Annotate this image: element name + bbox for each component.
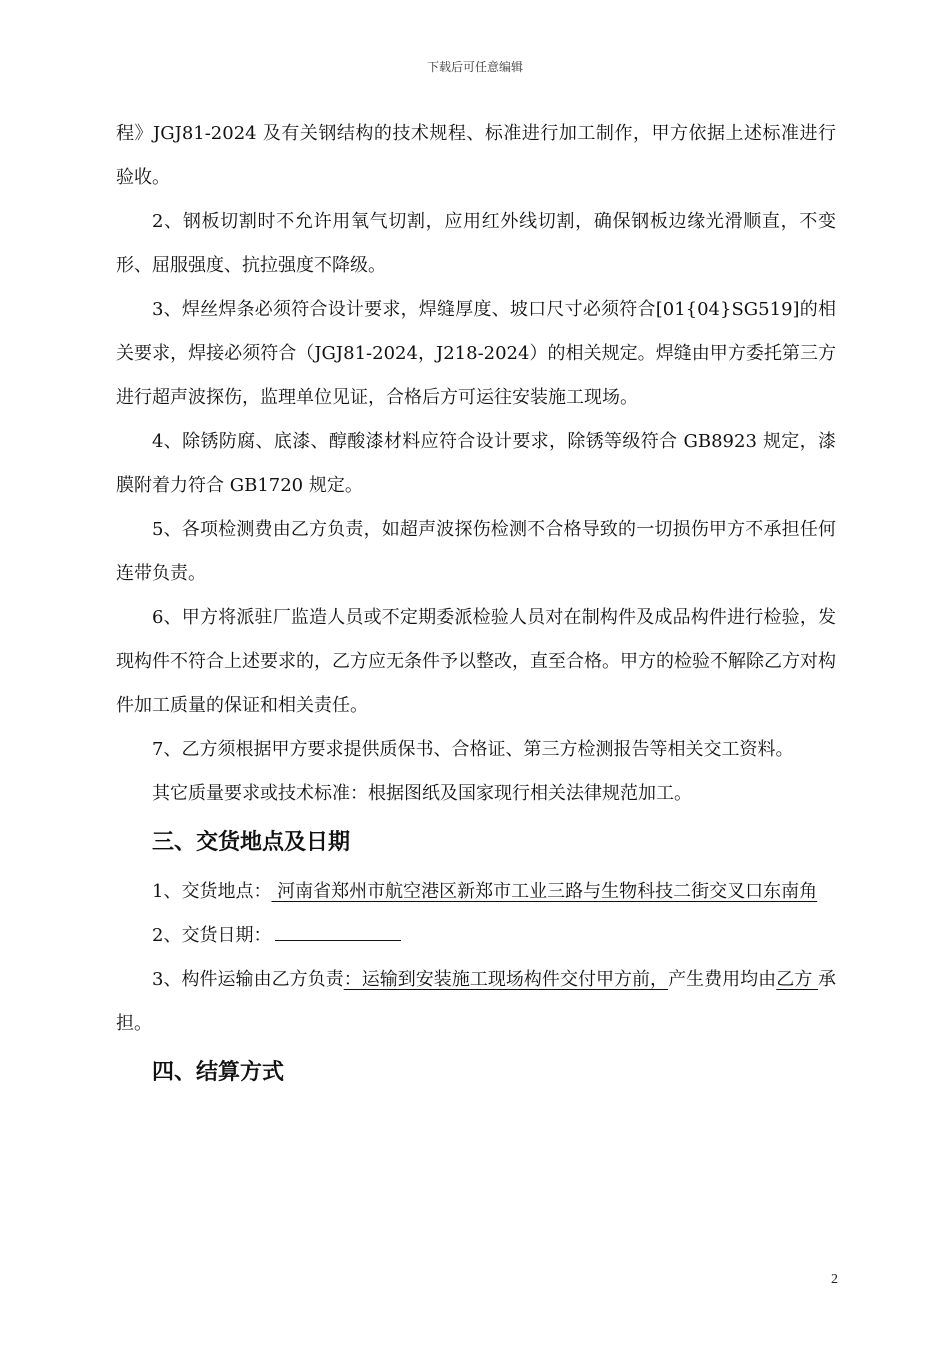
document-body <box>116 112 836 1100</box>
delivery-place-value: 河南省郑州市航空港区新郑市工业三路与生物科技二街交叉口东南角 <box>271 881 818 902</box>
cost-end: 承担。 <box>116 969 837 1034</box>
delivery-place-label: 1、交货地点： <box>152 881 272 902</box>
transport-line <box>116 958 836 1046</box>
transport-value: ：运输到安装施工现场构件交付甲方前， <box>343 969 669 990</box>
delivery-place-line <box>116 870 836 914</box>
page-header: 下载后可任意编辑 <box>426 60 523 74</box>
paragraph-clause-4: 4、除锈防腐、底漆、醇酸漆材料应符合设计要求，除锈等级符合 GB8923 规定，漆膜附着力符合 GB1720 规定。 <box>116 431 836 496</box>
paragraph-clause-2: 2、钢板切割时不允许用氧气切割，应用红外线切割，确保钢板边缘光滑顺直，不变形、屈服强度、抗拉强度不降级。 <box>116 211 836 276</box>
paragraph-clause-6: 6、甲方将派驻厂监造人员或不定期委派检验人员对在制构件及成品构件进行检验，发现构件不符合上述要求的，乙方应无条件予以整改，直至合格。甲方的检验不解除乙方对构件加工质量的保证和相关责任。 <box>116 607 836 716</box>
section-3-heading: 三、交货地点及日期 <box>152 830 351 855</box>
paragraph-standards-continued: 程》JGJ81-2024 及有关钢结构的技术规程、标准进行加工制作，甲方依据上述标准进行验收。 <box>116 123 836 188</box>
delivery-date-blank <box>275 920 401 941</box>
paragraph-clause-7: 7、乙方须根据甲方要求提供质保书、合格证、第三方检测报告等相关交工资料。 <box>152 739 794 760</box>
delivery-date-label: 2、交货日期： <box>152 925 272 946</box>
paragraph-clause-3: 3、焊丝焊条必须符合设计要求，焊缝厚度、坡口尺寸必须符合[01{04}SG519]的相关要求，焊接必须符合（JGJ81-2024，J218-2024）的相关规定。焊缝由甲方委托第三方进行超声波探伤，监理单位见证，合格后方可运往安装施工现场。 <box>116 299 836 408</box>
page-number: 2 <box>831 1272 838 1287</box>
cost-text: 产生费用均由 <box>668 969 777 990</box>
paragraph-clause-5: 5、各项检测费由乙方负责，如超声波探伤检测不合格导致的一切损伤甲方不承担任何连带负责。 <box>116 519 836 584</box>
transport-label: 3、构件运输由乙方负责 <box>152 969 344 990</box>
cost-party: 乙方 <box>776 969 819 990</box>
delivery-date-line <box>116 914 836 958</box>
paragraph-other-standards: 其它质量要求或技术标准：根据图纸及国家现行相关法律规范加工。 <box>152 783 692 804</box>
section-4-heading: 四、结算方式 <box>152 1060 285 1085</box>
